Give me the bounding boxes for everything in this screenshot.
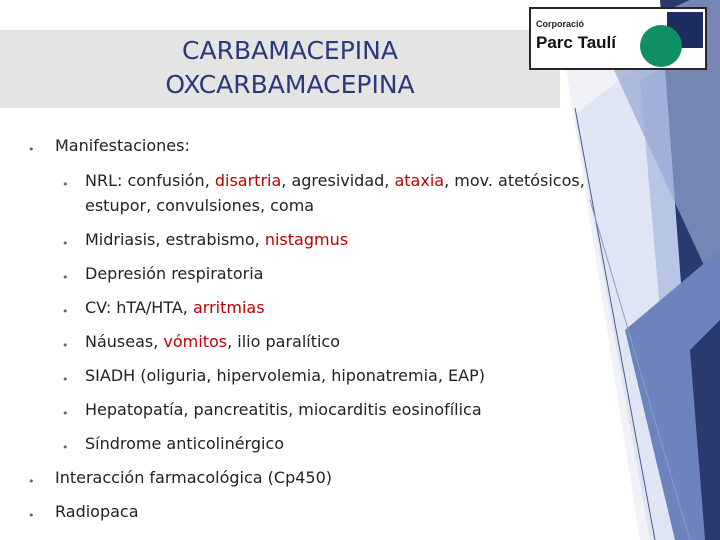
bullet-marker: • [62,441,69,454]
bullet-depresion: Depresión respiratoria [85,264,264,283]
bullet-marker: • [62,305,69,318]
bullet-sindrome: Síndrome anticolinérgico [85,434,285,453]
bullet-nauseas [85,330,340,354]
nrl-disartria: disartria [214,171,282,190]
bullet-radiopaca: Radiopaca [55,502,139,521]
logo-shapes-icon [631,12,705,68]
bullet-nrl [85,169,665,193]
bullet-midriasis [85,228,348,252]
nrl-text-a: NRL: confusión, [85,171,215,190]
bullet-marker: • [62,271,69,284]
logo-small-text: Corporació [536,19,585,29]
bullet-manifestaciones: Manifestaciones: [55,136,190,155]
bullet-marker: • [62,407,69,420]
midriasis-nistagmus: nistagmus [264,230,349,249]
logo-big-text: Parc Taulí [536,33,616,52]
bullet-marker: • [62,178,69,191]
parc-tauli-logo [529,7,707,70]
bullet-cv [85,296,265,320]
nauseas-text-a: Náuseas, [85,332,164,351]
bullet-marker: • [62,373,69,386]
title-line-2: OXCARBAMACEPINA [165,70,415,99]
bullet-marker: • [62,237,69,250]
nauseas-vomitos: vómitos [163,332,228,351]
midriasis-text: Midriasis, estrabismo, [85,230,265,249]
cv-text: CV: hTA/HTA, [85,298,193,317]
bullet-interaccion: Interacción farmacológica (Cp450) [55,468,332,487]
bullet-siadh: SIADH (oliguria, hipervolemia, hiponatremia, EAP) [85,366,485,385]
cv-arritmias: arritmias [192,298,265,317]
slide-title [60,34,520,102]
title-line-1: CARBAMACEPINA [182,36,398,65]
nrl-text-e: , mov. atetósicos, [444,171,585,190]
bullet-nrl-line-2: estupor, convulsiones, coma [85,196,315,215]
bullet-marker: • [62,339,69,352]
nrl-text-c: , agresividad, [281,171,395,190]
nauseas-text-c: , ilio paralítico [227,332,341,351]
bullet-marker: • [28,143,35,156]
bullet-hepatopatia: Hepatopatía, pancreatitis, miocarditis eosinofílica [85,400,482,419]
nrl-ataxia: ataxia [394,171,445,190]
bullet-marker: • [28,475,35,488]
bullet-marker: • [28,509,35,522]
